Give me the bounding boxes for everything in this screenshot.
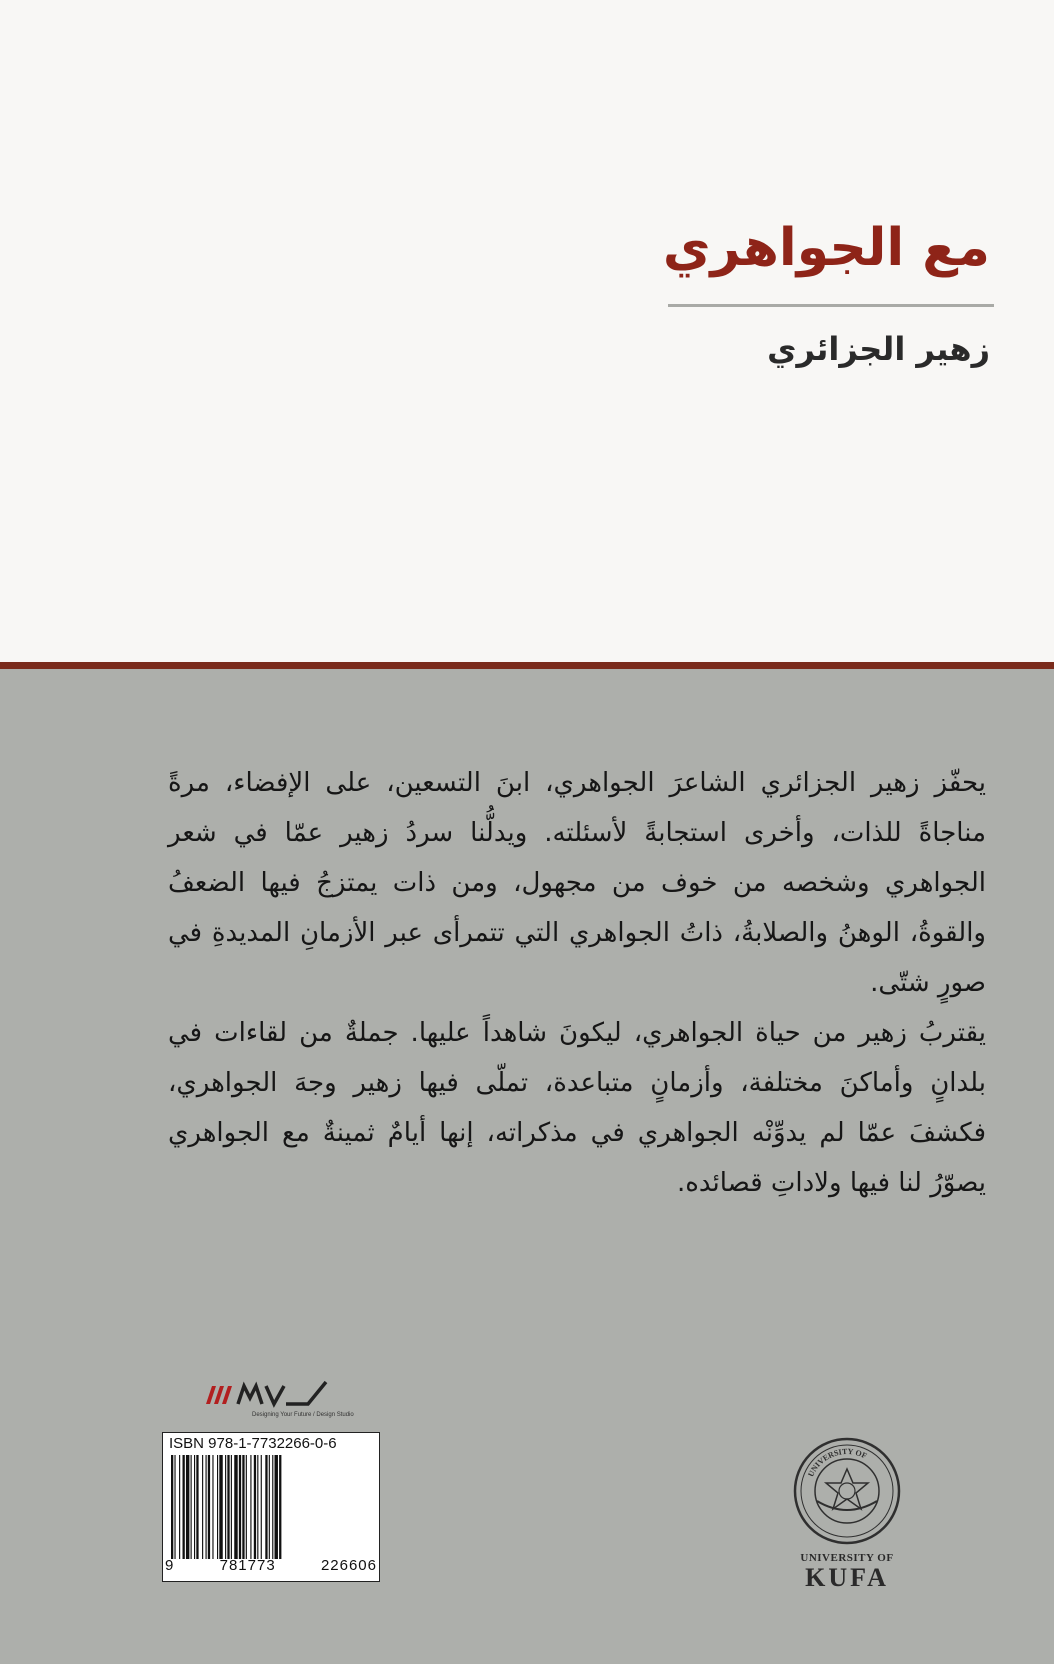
publisher-tagline: Designing Your Future / Design Studio	[252, 1412, 354, 1418]
svg-text:UNIVERSITY OF	[806, 1447, 868, 1478]
university-line-1: UNIVERSITY OF	[800, 1552, 894, 1564]
blurb-paragraph-1: يحفّز زهير الجزائري الشاعرَ الجواهري، ابنَ التسعين، على الإفضاء، مرةً مناجاةً للذات، وأخرى استجابةً لأسئلته. ويدلُّنا سردُ زهير عمّا في شعر الجواهري وشخصه من خوف من مجهول، ومن ذات يمتزجُ فيها الضعفُ والقوةُ، الوهنُ والصلابةُ، ذاتُ الجواهري التي تتمرأى عبر الأزمانِ المديدةِ في صورٍ شتّى.	[168, 768, 986, 998]
isbn-barcode-box	[162, 1432, 380, 1582]
section-divider	[0, 662, 1054, 669]
university-seal-icon	[792, 1436, 902, 1546]
publisher-logo-icon	[204, 1376, 354, 1424]
barcode-icon	[169, 1455, 373, 1559]
barcode-digit-left: 781773	[219, 1557, 276, 1574]
university-line-2: KUFA	[805, 1563, 889, 1592]
title-underline	[668, 304, 994, 307]
barcode-digits	[165, 1557, 377, 1574]
university-name	[774, 1552, 920, 1592]
blurb-paragraph-2: يقتربُ زهير من حياة الجواهري، ليكونَ شاهداً عليها. جملةٌ من لقاءات في بلدانٍ وأماكنَ مختلفة، وأزمانٍ متباعدة، تملّى فيها زهير وجهَ الجواهري، فكشفَ عمّا لم يدوِّنْه الجواهري في مذكراته، إنها أيامٌ ثمينةٌ مع الجواهري يصوّرُ لنا فيها ولاداتِ قصائده.	[168, 1018, 986, 1198]
book-title: مع الجواهري	[662, 218, 990, 278]
isbn-label: ISBN 978-1-7732266-0-6	[169, 1435, 337, 1452]
seal-arc-text: UNIVERSITY OF	[806, 1446, 869, 1479]
back-cover-blurb	[168, 758, 986, 1208]
book-author: زهير الجزائري	[767, 330, 990, 368]
barcode-digit-lead: 9	[165, 1557, 175, 1574]
barcode-digit-right: 226606	[320, 1557, 377, 1574]
